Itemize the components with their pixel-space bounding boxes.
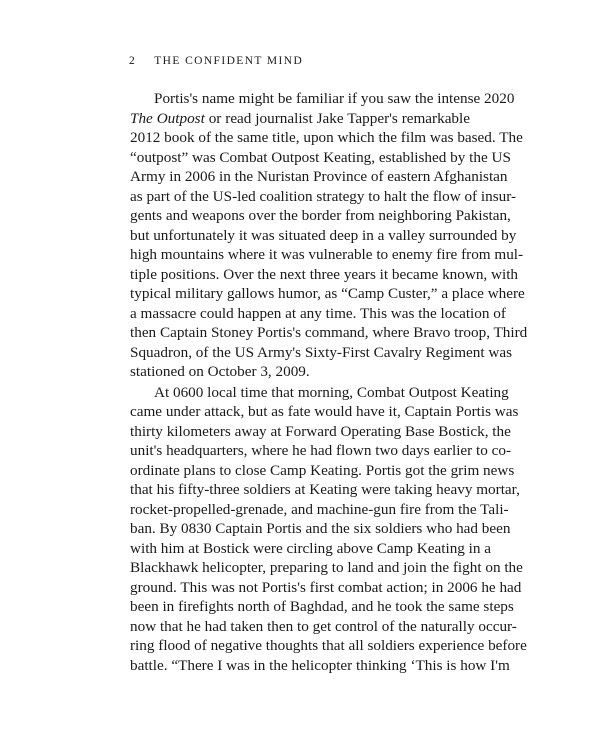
text-line: ring flood of negative thoughts that all soldiers experience before bbox=[130, 637, 527, 654]
text-line: Blackhawk helicopter, preparing to land and join the fight on the bbox=[130, 559, 523, 576]
text-line: unit's headquarters, where he had flown two days earlier to co- bbox=[130, 442, 512, 459]
text-line: been in firefights north of Baghdad, and he took the same steps bbox=[130, 598, 514, 615]
paragraph bbox=[130, 89, 528, 382]
text-line: stationed on October 3, 2009. bbox=[130, 363, 310, 380]
page-number: 2 bbox=[129, 55, 137, 67]
text-line: ground. This was not Portis's first combat action; in 2006 he had bbox=[130, 578, 522, 596]
body-text bbox=[130, 89, 528, 675]
text-line: gents and weapons over the border from neighboring Pakistan, bbox=[130, 207, 511, 224]
text-line: then Captain Stoney Portis's command, where Bravo troop, Third bbox=[130, 324, 528, 341]
text-line: came under attack, but as fate would have it, Captain Portis was bbox=[130, 403, 519, 420]
text-line: typical military gallows humor, as “Camp Custer,” a place where bbox=[130, 285, 525, 302]
text-line: Portis's name might be familiar if you saw the intense 2020 bbox=[154, 90, 515, 107]
text-line: “outpost” was Combat Outpost Keating, established by the US bbox=[130, 148, 511, 166]
text-line: Army in 2006 in the Nuristan Province of eastern Afghanistan bbox=[130, 168, 508, 185]
text-line: thirty kilometers away at Forward Operating Base Bostick, the bbox=[130, 422, 511, 440]
text-run: or read journalist Jake Tapper's remarkable bbox=[204, 109, 470, 127]
text-line: ordinate plans to close Camp Keating. Portis got the grim news bbox=[130, 461, 515, 479]
text-line: ban. By 0830 Captain Portis and the six soldiers who had been bbox=[130, 520, 511, 537]
text-line: rocket-propelled-grenade, and machine-gun fire from the Tali- bbox=[130, 500, 509, 518]
text-line: that his fifty-three soldiers at Keating were taking heavy mortar, bbox=[130, 481, 520, 498]
text-line: a massacre could happen at any time. This was the location of bbox=[130, 304, 506, 322]
paragraph bbox=[130, 383, 527, 676]
text-line: but unfortunately it was situated deep in a valley surrounded by bbox=[130, 226, 517, 244]
text-line: as part of the US-led coalition strategy to halt the flow of insur- bbox=[130, 187, 517, 205]
text-line: Squadron, of the US Army's Sixty-First Cavalry Regiment was bbox=[130, 343, 512, 361]
text-line bbox=[130, 109, 470, 129]
text-line: 2012 book of the same title, upon which the film was based. The bbox=[130, 129, 523, 146]
text-line: with him at Bostick were circling above Camp Keating in a bbox=[130, 539, 492, 557]
text-line: battle. “There I was in the helicopter thinking ‘This is how I'm bbox=[130, 656, 510, 674]
text-line: At 0600 local time that morning, Combat Outpost Keating bbox=[154, 383, 509, 401]
text-line: high mountains where it was vulnerable to enemy fire from mul- bbox=[130, 246, 524, 263]
text-line: tiple positions. Over the next three years it became known, with bbox=[130, 265, 519, 283]
text-line: now that he had taken then to get control of the naturally occur- bbox=[130, 617, 517, 635]
movie-title: The Outpost bbox=[130, 109, 205, 127]
book-title: THE CONFIDENT MIND bbox=[154, 55, 304, 67]
running-head bbox=[129, 55, 303, 67]
